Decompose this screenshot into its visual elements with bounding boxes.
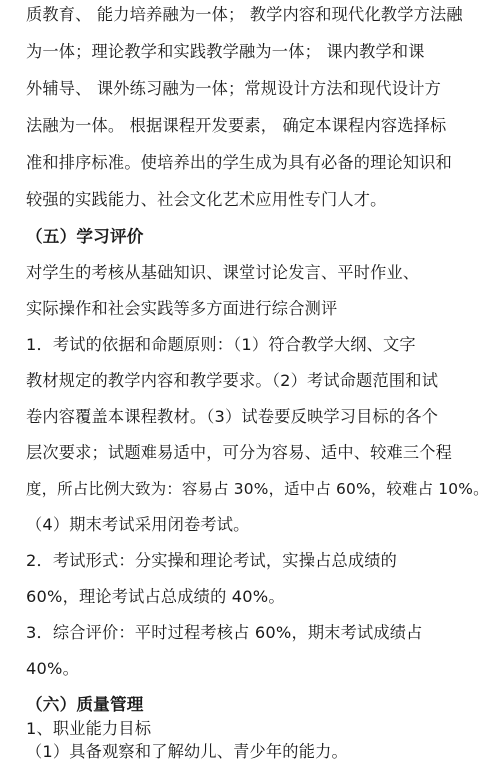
paragraph-line-2: 为一体；理论教学和实践教学融为一体； 课内教学和课 (26, 42, 425, 61)
paragraph-line-14: （4）期末考试采用闭卷考试。 (26, 515, 250, 534)
paragraph-line-19: 1、职业能力目标 (26, 719, 152, 738)
paragraph-line-11: 卷内容覆盖本课程教材。（3）试卷要反映学习目标的各个 (26, 407, 439, 426)
paragraph-line-13: 度，所占比例大致为：容易占 30%，适中占 60%，较难占 10%。 (26, 480, 489, 498)
paragraph-line-1: 质教育、 能力培养融为一体； 教学内容和现代化教学方法融 (26, 5, 463, 24)
section-heading-evaluation: （五）学习评价 (26, 227, 144, 246)
paragraph-line-17: 3．综合评价：平时过程考核占 60%，期末考试成绩占 (26, 623, 423, 642)
paragraph-line-18: 40%。 (26, 659, 79, 678)
paragraph-line-12: 层次要求；试题难易适中，可分为容易、适中、较难三个程 (26, 443, 453, 462)
paragraph-line-9: 1．考试的依据和命题原则：（1）符合教学大纲、文字 (26, 335, 416, 354)
paragraph-line-8: 实际操作和社会实践等多方面进行综合测评 (26, 299, 338, 318)
section-heading-quality: （六）质量管理 (26, 695, 144, 714)
paragraph-line-15: 2．考试形式：分实操和理论考试，实操占总成绩的 (26, 551, 398, 570)
paragraph-line-7: 对学生的考核从基础知识、课堂讨论发言、平时作业、 (26, 263, 420, 282)
paragraph-line-6: 较强的实践能力、社会文化艺术应用性专门人才。 (26, 190, 387, 209)
paragraph-line-4: 法融为一体。 根据课程开发要素， 确定本课程内容选择标 (26, 116, 447, 135)
paragraph-line-20: （1）具备观察和了解幼儿、青少年的能力。 (26, 742, 348, 761)
paragraph-line-3: 外辅导、 课外练习融为一体；常规设计方法和现代设计方 (26, 79, 442, 98)
paragraph-line-16: 60%，理论考试占总成绩的 40%。 (26, 587, 285, 606)
paragraph-line-10: 教材规定的教学内容和教学要求。（2）考试命题范围和试 (26, 371, 439, 390)
paragraph-line-5: 准和排序标准。使培养出的学生成为具有必备的理论知识和 (26, 153, 453, 172)
